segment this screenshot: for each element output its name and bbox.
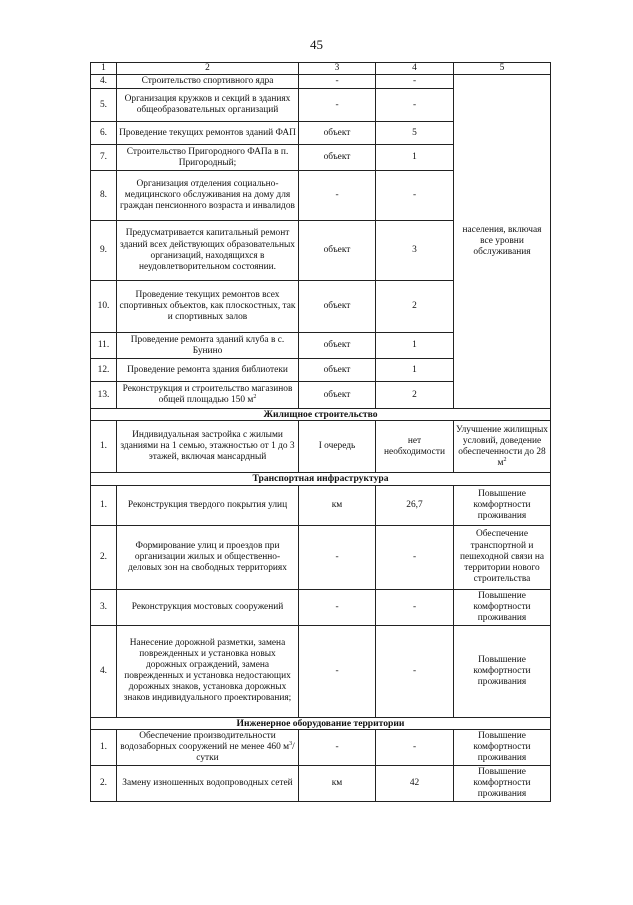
- header-cell: 4: [376, 63, 454, 75]
- quantity-cell: 1: [376, 145, 454, 171]
- unit-cell: км: [299, 766, 376, 802]
- row-number: 4.: [91, 625, 117, 717]
- row-number: 9.: [91, 221, 117, 281]
- unit-cell: объект: [299, 145, 376, 171]
- row-number: 1.: [91, 485, 117, 525]
- row-number: 5.: [91, 89, 117, 122]
- activity-name: Проведение текущих ремонтов всех спортивных объектов, как плоскостных, так и спортивных залов: [117, 281, 299, 333]
- unit-cell: I очередь: [299, 421, 376, 473]
- quantity-cell: 1: [376, 333, 454, 359]
- quantity-cell: -: [376, 89, 454, 122]
- unit-cell: объект: [299, 221, 376, 281]
- header-cell: 3: [299, 63, 376, 75]
- row-number: 1.: [91, 421, 117, 473]
- unit-cell: -: [299, 625, 376, 717]
- quantity-cell: -: [376, 525, 454, 589]
- result-cell: Повышение комфортности проживания: [454, 485, 551, 525]
- unit-cell: объект: [299, 382, 376, 409]
- activity-name: Проведение ремонта зданий клуба в с. Бунино: [117, 333, 299, 359]
- row-number: 1.: [91, 730, 117, 766]
- unit-cell: -: [299, 525, 376, 589]
- activity-name: Реконструкция мостовых сооружений: [117, 589, 299, 625]
- row-number: 3.: [91, 589, 117, 625]
- row-number: 8.: [91, 171, 117, 221]
- quantity-cell: нет необходимости: [376, 421, 454, 473]
- unit-cell: -: [299, 730, 376, 766]
- unit-cell: объект: [299, 122, 376, 145]
- activity-name: Обеспечение производительности водозаборных сооружений не менее 460 $м^3$/сутки: [117, 730, 299, 766]
- section-title: Жилищное строительство: [91, 409, 551, 421]
- activity-name: Нанесение дорожной разметки, замена поврежденных и установка новых дорожных ограждений, замена поврежденных и установка недостающих дорожных знаков, установка дорожных знаков индивидуального проектирования;: [117, 625, 299, 717]
- unit-cell: объект: [299, 333, 376, 359]
- header-cell: 1: [91, 63, 117, 75]
- activity-name: Строительство Пригородного ФАПа в п. Пригородный;: [117, 145, 299, 171]
- unit-cell: -: [299, 75, 376, 89]
- table-row: [91, 525, 551, 589]
- plan-table: [90, 62, 551, 802]
- quantity-cell: 5: [376, 122, 454, 145]
- row-number: 2.: [91, 766, 117, 802]
- result-cell: Обеспечение транспортной и пешеходной связи на территории нового строительства: [454, 525, 551, 589]
- result-cell: Повышение комфортности проживания: [454, 589, 551, 625]
- header-row: [91, 63, 551, 75]
- section-header-row: [91, 409, 551, 421]
- row-number: 11.: [91, 333, 117, 359]
- activity-name: Реконструкция твердого покрытия улиц: [117, 485, 299, 525]
- quantity-cell: 1: [376, 359, 454, 382]
- page-number: 45: [310, 37, 323, 52]
- quantity-cell: 26,7: [376, 485, 454, 525]
- header-cell: 2: [117, 63, 299, 75]
- activity-name: Проведение ремонта здания библиотеки: [117, 359, 299, 382]
- result-cell: Повышение комфортности проживания: [454, 766, 551, 802]
- quantity-cell: -: [376, 730, 454, 766]
- table-row: [91, 485, 551, 525]
- unit-cell: -: [299, 589, 376, 625]
- activity-name: Проведение текущих ремонтов зданий ФАП: [117, 122, 299, 145]
- section-title: Инженерное оборудование территории: [91, 717, 551, 729]
- activity-name: Реконструкция и строительство магазинов общей площадью 150 $м^2$: [117, 382, 299, 409]
- quantity-cell: 2: [376, 281, 454, 333]
- activity-name: Организация кружков и секций в зданиях общеобразовательных организаций: [117, 89, 299, 122]
- header-cell: 5: [454, 63, 551, 75]
- row-number: 12.: [91, 359, 117, 382]
- activity-name: Индивидуальная застройка с жилыми зданиями на 1 семью, этажностью от 1 до 3 этажей, включая мансардный: [117, 421, 299, 473]
- activity-name: Организация отделения социально-медицинского обслуживания на дому для граждан пенсионного возраста и инвалидов: [117, 171, 299, 221]
- quantity-cell: -: [376, 589, 454, 625]
- activity-name: Строительство спортивного ядра: [117, 75, 299, 89]
- section-header-row: [91, 473, 551, 485]
- quantity-cell: -: [376, 625, 454, 717]
- unit-cell: объект: [299, 281, 376, 333]
- row-number: 13.: [91, 382, 117, 409]
- table-row: [91, 625, 551, 717]
- result-cell: Повышение комфортности проживания: [454, 730, 551, 766]
- result-cell: населения, включая все уровни обслуживания: [454, 75, 551, 409]
- table-row: [91, 421, 551, 473]
- activity-name: Формирование улиц и проездов при организации жилых и общественно-деловых зон на свободных территориях: [117, 525, 299, 589]
- table-row: [91, 766, 551, 802]
- unit-cell: -: [299, 171, 376, 221]
- section-title: Транспортная инфраструктура: [91, 473, 551, 485]
- result-cell: Повышение комфортности проживания: [454, 625, 551, 717]
- unit-cell: объект: [299, 359, 376, 382]
- unit-cell: км: [299, 485, 376, 525]
- row-number: 10.: [91, 281, 117, 333]
- quantity-cell: -: [376, 171, 454, 221]
- quantity-cell: -: [376, 75, 454, 89]
- result-cell: Улучшение жилищных условий, доведение обеспеченности до 28 $м^2$: [454, 421, 551, 473]
- row-number: 2.: [91, 525, 117, 589]
- row-number: 6.: [91, 122, 117, 145]
- quantity-cell: 42: [376, 766, 454, 802]
- section-header-row: [91, 717, 551, 729]
- table-row: [91, 730, 551, 766]
- row-number: 7.: [91, 145, 117, 171]
- activity-name: Предусматривается капитальный ремонт зданий всех действующих образовательных организаций, находящихся в неудовлетворительном состоянии.: [117, 221, 299, 281]
- quantity-cell: 2: [376, 382, 454, 409]
- table-row: [91, 75, 551, 89]
- row-number: 4.: [91, 75, 117, 89]
- quantity-cell: 3: [376, 221, 454, 281]
- table-row: [91, 589, 551, 625]
- unit-cell: -: [299, 89, 376, 122]
- activity-name: Замену изношенных водопроводных сетей: [117, 766, 299, 802]
